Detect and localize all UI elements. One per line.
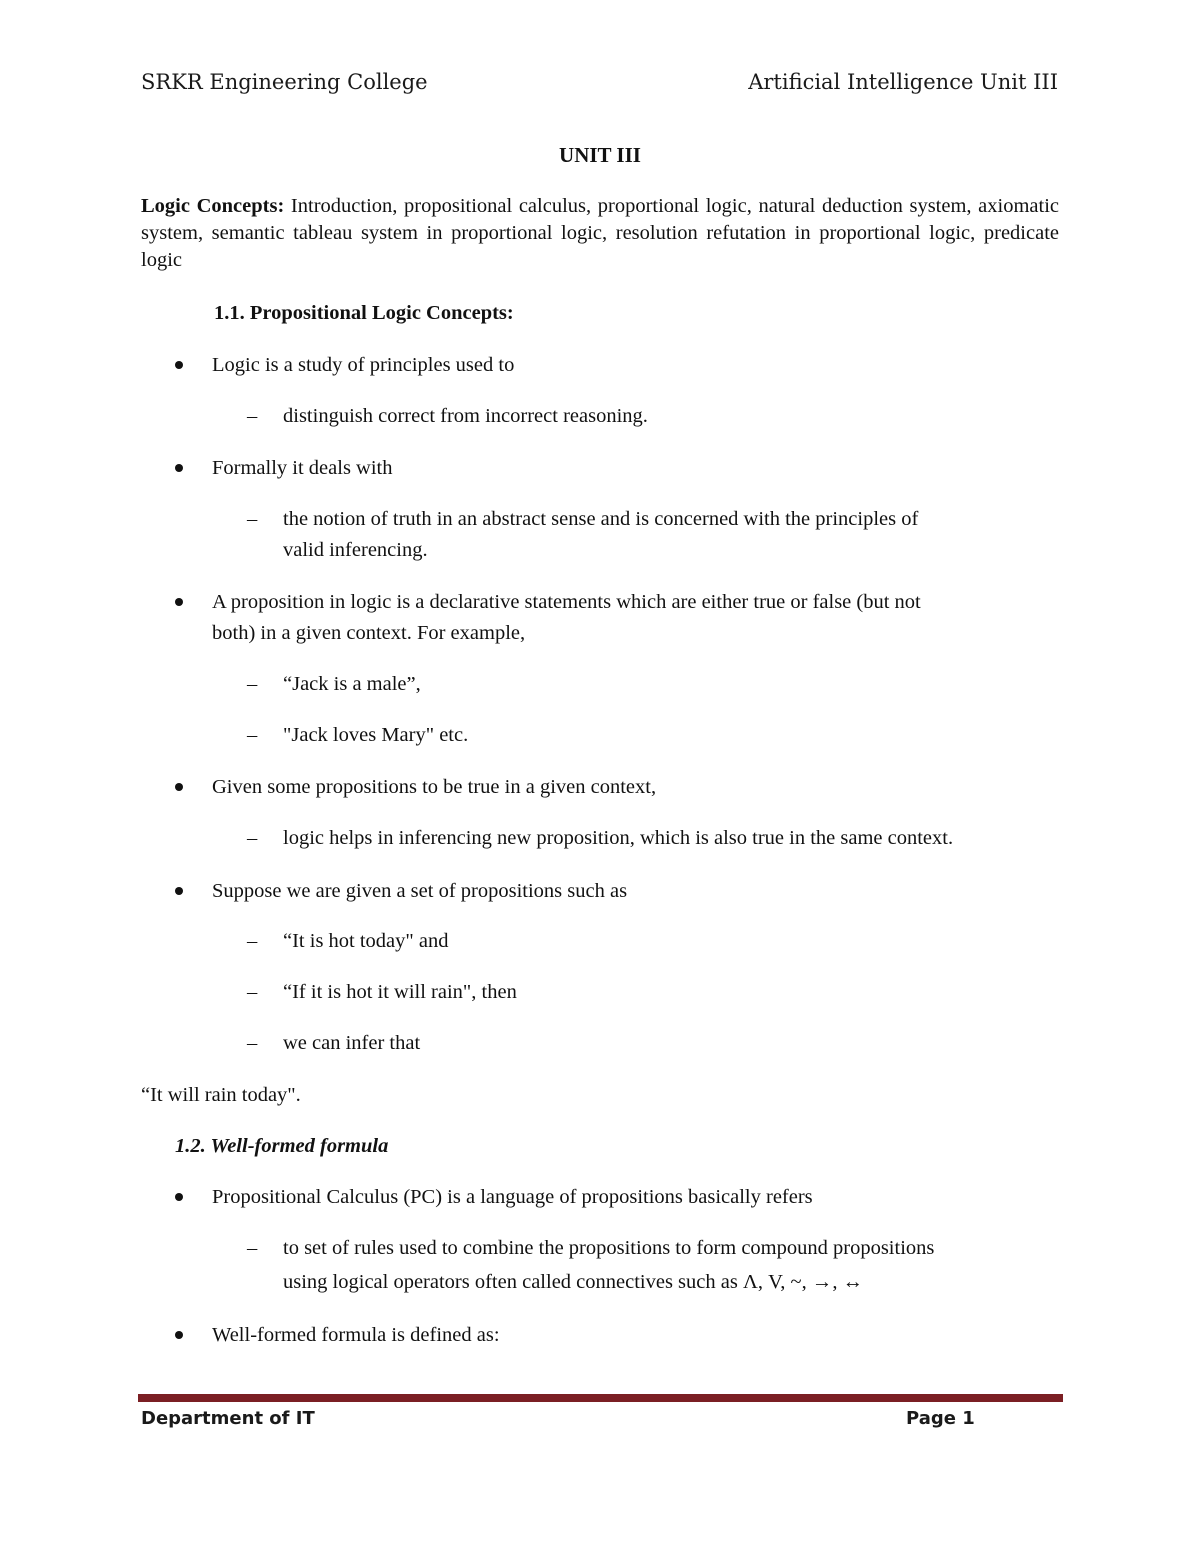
dash-icon: – (247, 1237, 258, 1259)
bullet-item (175, 587, 921, 618)
header-college: SRKR Engineering College (141, 70, 428, 94)
bullet-dot-icon (175, 598, 183, 606)
sub-item (247, 926, 449, 957)
sub-item (247, 669, 421, 700)
bullet-text: Propositional Calculus (PC) is a language of propositions basically refers (212, 1186, 813, 1208)
sub-item (247, 720, 468, 751)
footer-page-number: Page 1 (906, 1408, 975, 1429)
dash-icon: – (247, 405, 258, 427)
sub-item-continuation: using logical operators often called connectives such as Λ, V, ~, →, ↔ (283, 1271, 864, 1293)
dash-icon: – (247, 981, 258, 1003)
sub-item (247, 1233, 934, 1264)
bullet-dot-icon (175, 783, 183, 791)
sub-item-text: “If it is hot it will rain", then (283, 981, 517, 1003)
sub-item-text: the notion of truth in an abstract sense and is concerned with the principles of (283, 508, 919, 530)
sub-item (247, 401, 648, 432)
dash-icon: – (247, 930, 258, 952)
sub-item-text: to set of rules used to combine the propositions to form compound propositions (283, 1237, 935, 1259)
intro-label: Logic Concepts: (141, 195, 285, 217)
bullet-item (175, 876, 627, 907)
bullet-dot-icon (175, 464, 183, 472)
bullet-item (175, 1320, 500, 1351)
bullet-dot-icon (175, 887, 183, 895)
dash-icon: – (247, 508, 258, 530)
bullet-text: Formally it deals with (212, 457, 393, 479)
intro-paragraph (141, 193, 1059, 274)
sub-item (247, 1028, 420, 1059)
bullet-text: Logic is a study of principles used to (212, 354, 515, 376)
dash-icon: – (247, 827, 258, 849)
sub-item (247, 504, 918, 535)
sub-item-text: distinguish correct from incorrect reasoning. (283, 405, 648, 427)
bullet-item (175, 350, 514, 381)
page-title: UNIT III (559, 143, 641, 167)
section-heading-1-1: 1.1. Propositional Logic Concepts: (214, 302, 514, 324)
bullet-text: A proposition in logic is a declarative statements which are either true or false (but not (212, 591, 921, 613)
bullet-text: Given some propositions to be true in a given context, (212, 776, 657, 798)
section-heading-1-2: 1.2. Well-formed formula (175, 1135, 389, 1157)
footer-rule (138, 1394, 1063, 1402)
dash-icon: – (247, 1032, 258, 1054)
intro-text: Introduction, propositional calculus, proportional logic, natural deduction system, axiomatic system, semantic tableau system in proportional logic, resolution refutation in proportional logic, predicate logic (141, 195, 1059, 271)
sub-item-text: “It is hot today" and (283, 930, 449, 952)
sub-item-text: "Jack loves Mary" etc. (283, 724, 469, 746)
footer-department: Department of IT (141, 1408, 315, 1429)
bullet-dot-icon (175, 1193, 183, 1201)
sub-item (247, 823, 953, 854)
sub-item (247, 977, 517, 1008)
bullet-dot-icon (175, 1331, 183, 1339)
bullet-continuation: both) in a given context. For example, (212, 622, 526, 644)
bullet-dot-icon (175, 361, 183, 369)
bullet-item (175, 772, 656, 803)
header-course: Artificial Intelligence Unit III (748, 70, 1058, 94)
bullet-item (175, 453, 393, 484)
conclusion-text: “It will rain today". (141, 1084, 301, 1106)
sub-item-text: “Jack is a male”, (283, 673, 421, 695)
dash-icon: – (247, 673, 258, 695)
sub-item-continuation: valid inferencing. (283, 539, 428, 561)
bullet-text: Well-formed formula is defined as: (212, 1324, 500, 1346)
dash-icon: – (247, 724, 258, 746)
bullet-text: Suppose we are given a set of propositions such as (212, 880, 628, 902)
sub-item-text: we can infer that (283, 1032, 421, 1054)
sub-item-text: logic helps in inferencing new proposition, which is also true in the same context. (283, 827, 954, 849)
bullet-item (175, 1182, 813, 1213)
